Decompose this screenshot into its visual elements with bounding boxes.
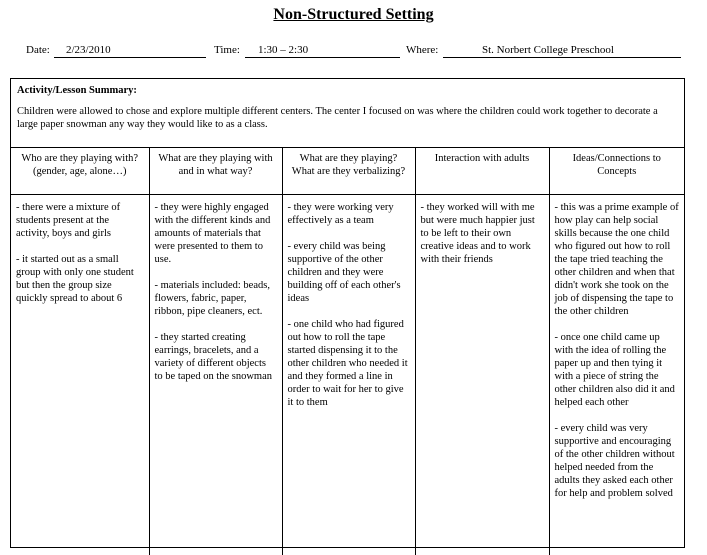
column-header-1: What are they playing with and in what way? (149, 148, 282, 194)
list-item: - there were a mixture of students present at the activity, boys and girls (16, 201, 121, 239)
summary-label: Activity/Lesson Summary: (17, 85, 137, 96)
summary-text: Children were allowed to chose and explore multiple different centers. The center I focused on was where the children could work together to decorate a large paper snowman any way they would like to as a class. (17, 106, 658, 130)
column-cell-4 (549, 194, 684, 555)
date-value: 2/23/2010 (66, 44, 111, 56)
list-item: - every child was very supportive and encouraging of the other children without helped needed from the adults they asked each other for help and problem solved (554, 422, 675, 499)
column-cell-0 (11, 194, 149, 555)
observation-table (11, 148, 684, 555)
list-item: - they started creating earrings, bracelets, and a variety of different objects to be taped on the snowman (154, 331, 273, 382)
list-item: - once one child came up with the idea of rolling the paper up and then tying it with a piece of string the other children also did it and helped each other (554, 331, 675, 408)
info-row (26, 44, 681, 60)
list-item: - materials included: beads, flowers, fabric, paper, ribbon, pipe cleaners, ect. (154, 279, 270, 317)
list-item: - it started out as a small group with only one student but then the group size quickly spread to about 6 (16, 253, 134, 304)
list-item: - this was a prime example of how play can help social skills because the one child who figured out how to roll the tape tried teaching the other children and when that didn't work she took on the job of dispensing the tape to the other children (554, 201, 679, 317)
list-item: - they were working very effectively as a team (287, 201, 394, 226)
list-item: - they worked will with me but were much happier just to be left to their own creative ideas and to work with their friends (420, 201, 535, 265)
body-row (11, 194, 684, 555)
column-cell-3 (415, 194, 549, 555)
time-value: 1:30 – 2:30 (258, 44, 309, 56)
list-item: - one child who had figured out how to roll the tape started dispensing it to the other children who needed it and they formed a line in order to wait for her to give it to them (287, 318, 408, 408)
time-label: Time: (214, 44, 240, 56)
column-header-2: What are they playing? What are they verbalizing? (282, 148, 415, 194)
where-value: St. Norbert College Preschool (482, 44, 614, 56)
date-label: Date: (26, 44, 50, 56)
header-row (11, 148, 684, 194)
column-cell-1 (149, 194, 282, 555)
column-header-0: Who are they playing with? (gender, age, alone…) (11, 148, 149, 194)
list-item: - they were highly engaged with the different kinds and amounts of materials that were presented to them to use. (154, 201, 271, 265)
page-title: Non-Structured Setting (273, 6, 434, 23)
column-header-4: Ideas/Connections to Concepts (549, 148, 684, 194)
column-cell-2 (282, 194, 415, 555)
observation-table-box (10, 78, 685, 548)
summary-section (11, 79, 684, 148)
where-label: Where: (406, 44, 439, 56)
column-header-3: Interaction with adults (415, 148, 549, 194)
list-item: - every child was being supportive of the other children and they were building off of each other's ideas (287, 240, 401, 304)
